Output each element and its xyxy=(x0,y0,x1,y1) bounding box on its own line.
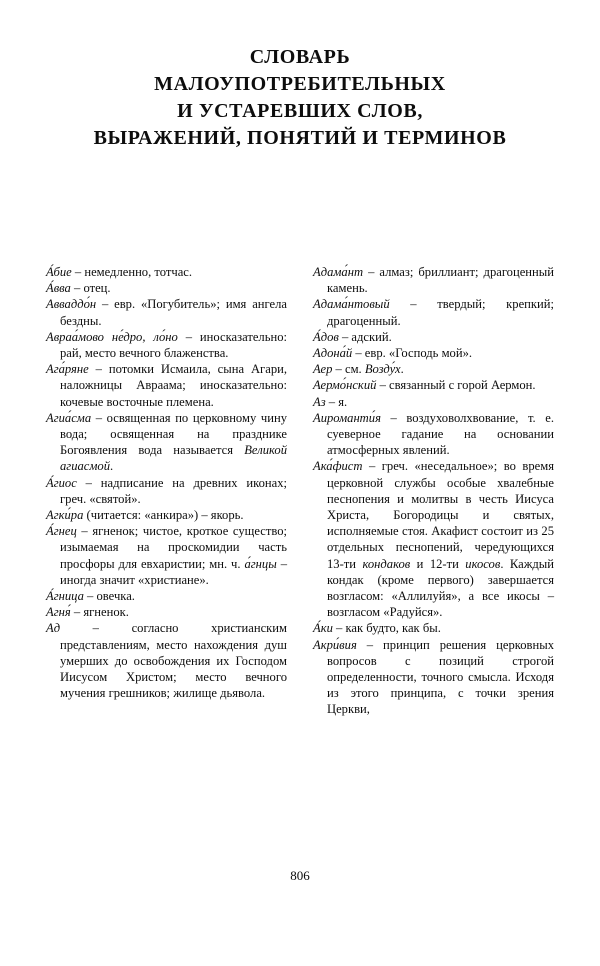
dictionary-entry xyxy=(46,280,287,296)
column-left xyxy=(46,264,287,718)
entry-headword: Акри́вия xyxy=(313,637,357,652)
entry-definition: – согласно христианским представлениям, место нахождения душ умерших до освобождения их Господом Иисусом Христом; место вечного мучения грешников; жилище дьявола. xyxy=(60,621,287,701)
entry-definition: – твердый; крепкий; драгоценный. xyxy=(327,297,554,328)
entry-definition: – евр. «Господь мой». xyxy=(352,346,473,361)
entry-headword: А́гница xyxy=(46,589,84,604)
dictionary-entry xyxy=(313,394,554,410)
entry-italic-term-2: икосов xyxy=(465,556,501,571)
entry-definition: – принцип решения церковных вопросов с позиций строгой определенности, точного смысла. Исходя из этого принципа, с точки зрения Церкви, xyxy=(327,637,554,717)
entry-headword: Аз xyxy=(313,394,326,409)
dictionary-entry xyxy=(46,264,287,280)
entry-headword: Авраа́мово не́дро, ло́но xyxy=(46,329,178,344)
entry-headword: Аироманти́я xyxy=(313,410,381,425)
dictionary-entry xyxy=(46,475,287,507)
entry-definition: – я. xyxy=(325,394,348,409)
entry-headword: Аер xyxy=(313,362,333,377)
entry-italic-term: а́гнцы xyxy=(244,556,277,571)
entry-definition: – алмаз; бриллиант; драгоценный камень. xyxy=(327,265,554,296)
entry-definition: – потомки Исмаила, сына Агари, наложницы Авраама; иносказательно: кочевые восточные племена. xyxy=(60,362,287,409)
entry-headword: Адона́й xyxy=(313,346,353,361)
entry-definition: – адский. xyxy=(338,329,392,344)
entry-definition: – отец. xyxy=(70,281,111,296)
entry-definition: – ягненок. xyxy=(70,605,129,620)
dictionary-entry xyxy=(46,523,287,588)
dictionary-entry xyxy=(313,264,554,296)
column-right xyxy=(313,264,554,718)
entry-definition-end: – иногда значит «христиане». xyxy=(60,556,287,587)
entry-headword: Агиа́сма xyxy=(46,410,92,425)
title-line-1: СЛОВАРЬ xyxy=(249,46,351,68)
dictionary-entry xyxy=(313,458,554,620)
entry-headword: А́гиос xyxy=(46,475,77,490)
entry-definition: – ягненок; чистое, кроткое существо; изымаемая на проскомидии часть просфоры для евхаристии; мн. ч. xyxy=(60,524,287,571)
entry-definition-cont: и 12-ти xyxy=(410,556,466,571)
dictionary-entry xyxy=(46,361,287,410)
entry-definition-end: . xyxy=(110,459,114,474)
text-columns xyxy=(46,264,554,718)
entry-headword: А́дов xyxy=(313,329,339,344)
title-line-2: МАЛОУПОТРЕБИТЕЛЬНЫХ xyxy=(154,73,446,95)
entry-definition: – иносказательно: рай, место вечного блаженства. xyxy=(60,329,287,361)
entry-headword: А́ки xyxy=(313,621,333,636)
entry-definition: – см. xyxy=(332,362,365,377)
dictionary-entry xyxy=(46,329,287,361)
entry-headword: Ад xyxy=(46,621,61,636)
page-number: 806 xyxy=(290,868,310,883)
entry-definition: – немедленно, тотчас. xyxy=(71,265,193,279)
entry-headword: Адама́нтовый xyxy=(313,297,390,312)
entry-headword: Ака́фист xyxy=(313,459,363,474)
dictionary-entry xyxy=(46,296,287,328)
entry-italic-term: Великой агиасмой xyxy=(60,443,287,474)
entry-italic-term: Возду́х xyxy=(364,362,401,377)
dictionary-entry xyxy=(313,620,554,636)
entry-definition: – надписание на древних иконах; греч. «святой». xyxy=(60,475,287,506)
entry-headword: Авваддо́н xyxy=(46,297,97,312)
entry-headword: Адама́нт xyxy=(313,265,364,279)
dictionary-entry xyxy=(313,637,554,718)
title-line-4: ВЫРАЖЕНИЙ, ПОНЯТИЙ И ТЕРМИНОВ xyxy=(93,127,507,149)
entry-headword: Ага́ряне xyxy=(46,362,89,377)
dictionary-entry xyxy=(313,296,554,328)
dictionary-entry xyxy=(313,410,554,459)
dictionary-entry xyxy=(313,345,554,361)
entry-headword: Аермо́нский xyxy=(313,378,377,393)
entry-italic-term: кондаков xyxy=(362,556,411,571)
entry-definition: – овечка. xyxy=(83,589,135,604)
dictionary-entry xyxy=(313,361,554,377)
dictionary-entry xyxy=(46,410,287,475)
dictionary-entry xyxy=(46,604,287,620)
entry-definition: – освященная по церковному чину вода; освященная на празднике Богоявления вода называется xyxy=(60,410,287,458)
entry-headword: Агня́ xyxy=(46,605,71,620)
page-title xyxy=(46,36,554,152)
dictionary-entry xyxy=(46,588,287,604)
entry-definition: – греч. «неседальное»; во время церковной службы особые хвалебные песнопения и молитвы в честь Иисуса Христа, Богородицы и святых, исполняемые стоя. Акафист состоит из 25 отдельных песнопений, чередующихся 13-ти xyxy=(327,459,554,571)
dictionary-entry xyxy=(313,329,554,345)
entry-headword: А́бие xyxy=(46,265,72,279)
dictionary-entry xyxy=(46,507,287,523)
entry-definition: – связанный с горой Аермон. xyxy=(376,378,536,393)
entry-definition-end: . Каждый кондак (кроме первого) завершается возгласом: «Аллилуйя», а все икосы – возгласом «Радуйся». xyxy=(327,556,555,620)
entry-headword: А́гнец xyxy=(46,524,77,539)
title-line-3: И УСТАРЕВШИХ СЛОВ, xyxy=(177,100,423,122)
entry-definition: – евр. «Погубитель»; имя ангела бездны. xyxy=(60,297,287,328)
entry-definition: – как будто, как бы. xyxy=(332,621,441,636)
entry-headword: Агки́ра xyxy=(46,508,84,523)
entry-definition: – воздуховолхвование, т. е. суеверное гадание на основании атмосферных явлений. xyxy=(327,410,554,458)
entry-definition-end: . xyxy=(400,362,404,377)
dictionary-entry xyxy=(46,620,287,701)
entry-headword: А́вва xyxy=(46,281,71,296)
dictionary-entry xyxy=(313,377,554,393)
entry-definition: (читается: «анкира») – якорь. xyxy=(83,508,244,523)
